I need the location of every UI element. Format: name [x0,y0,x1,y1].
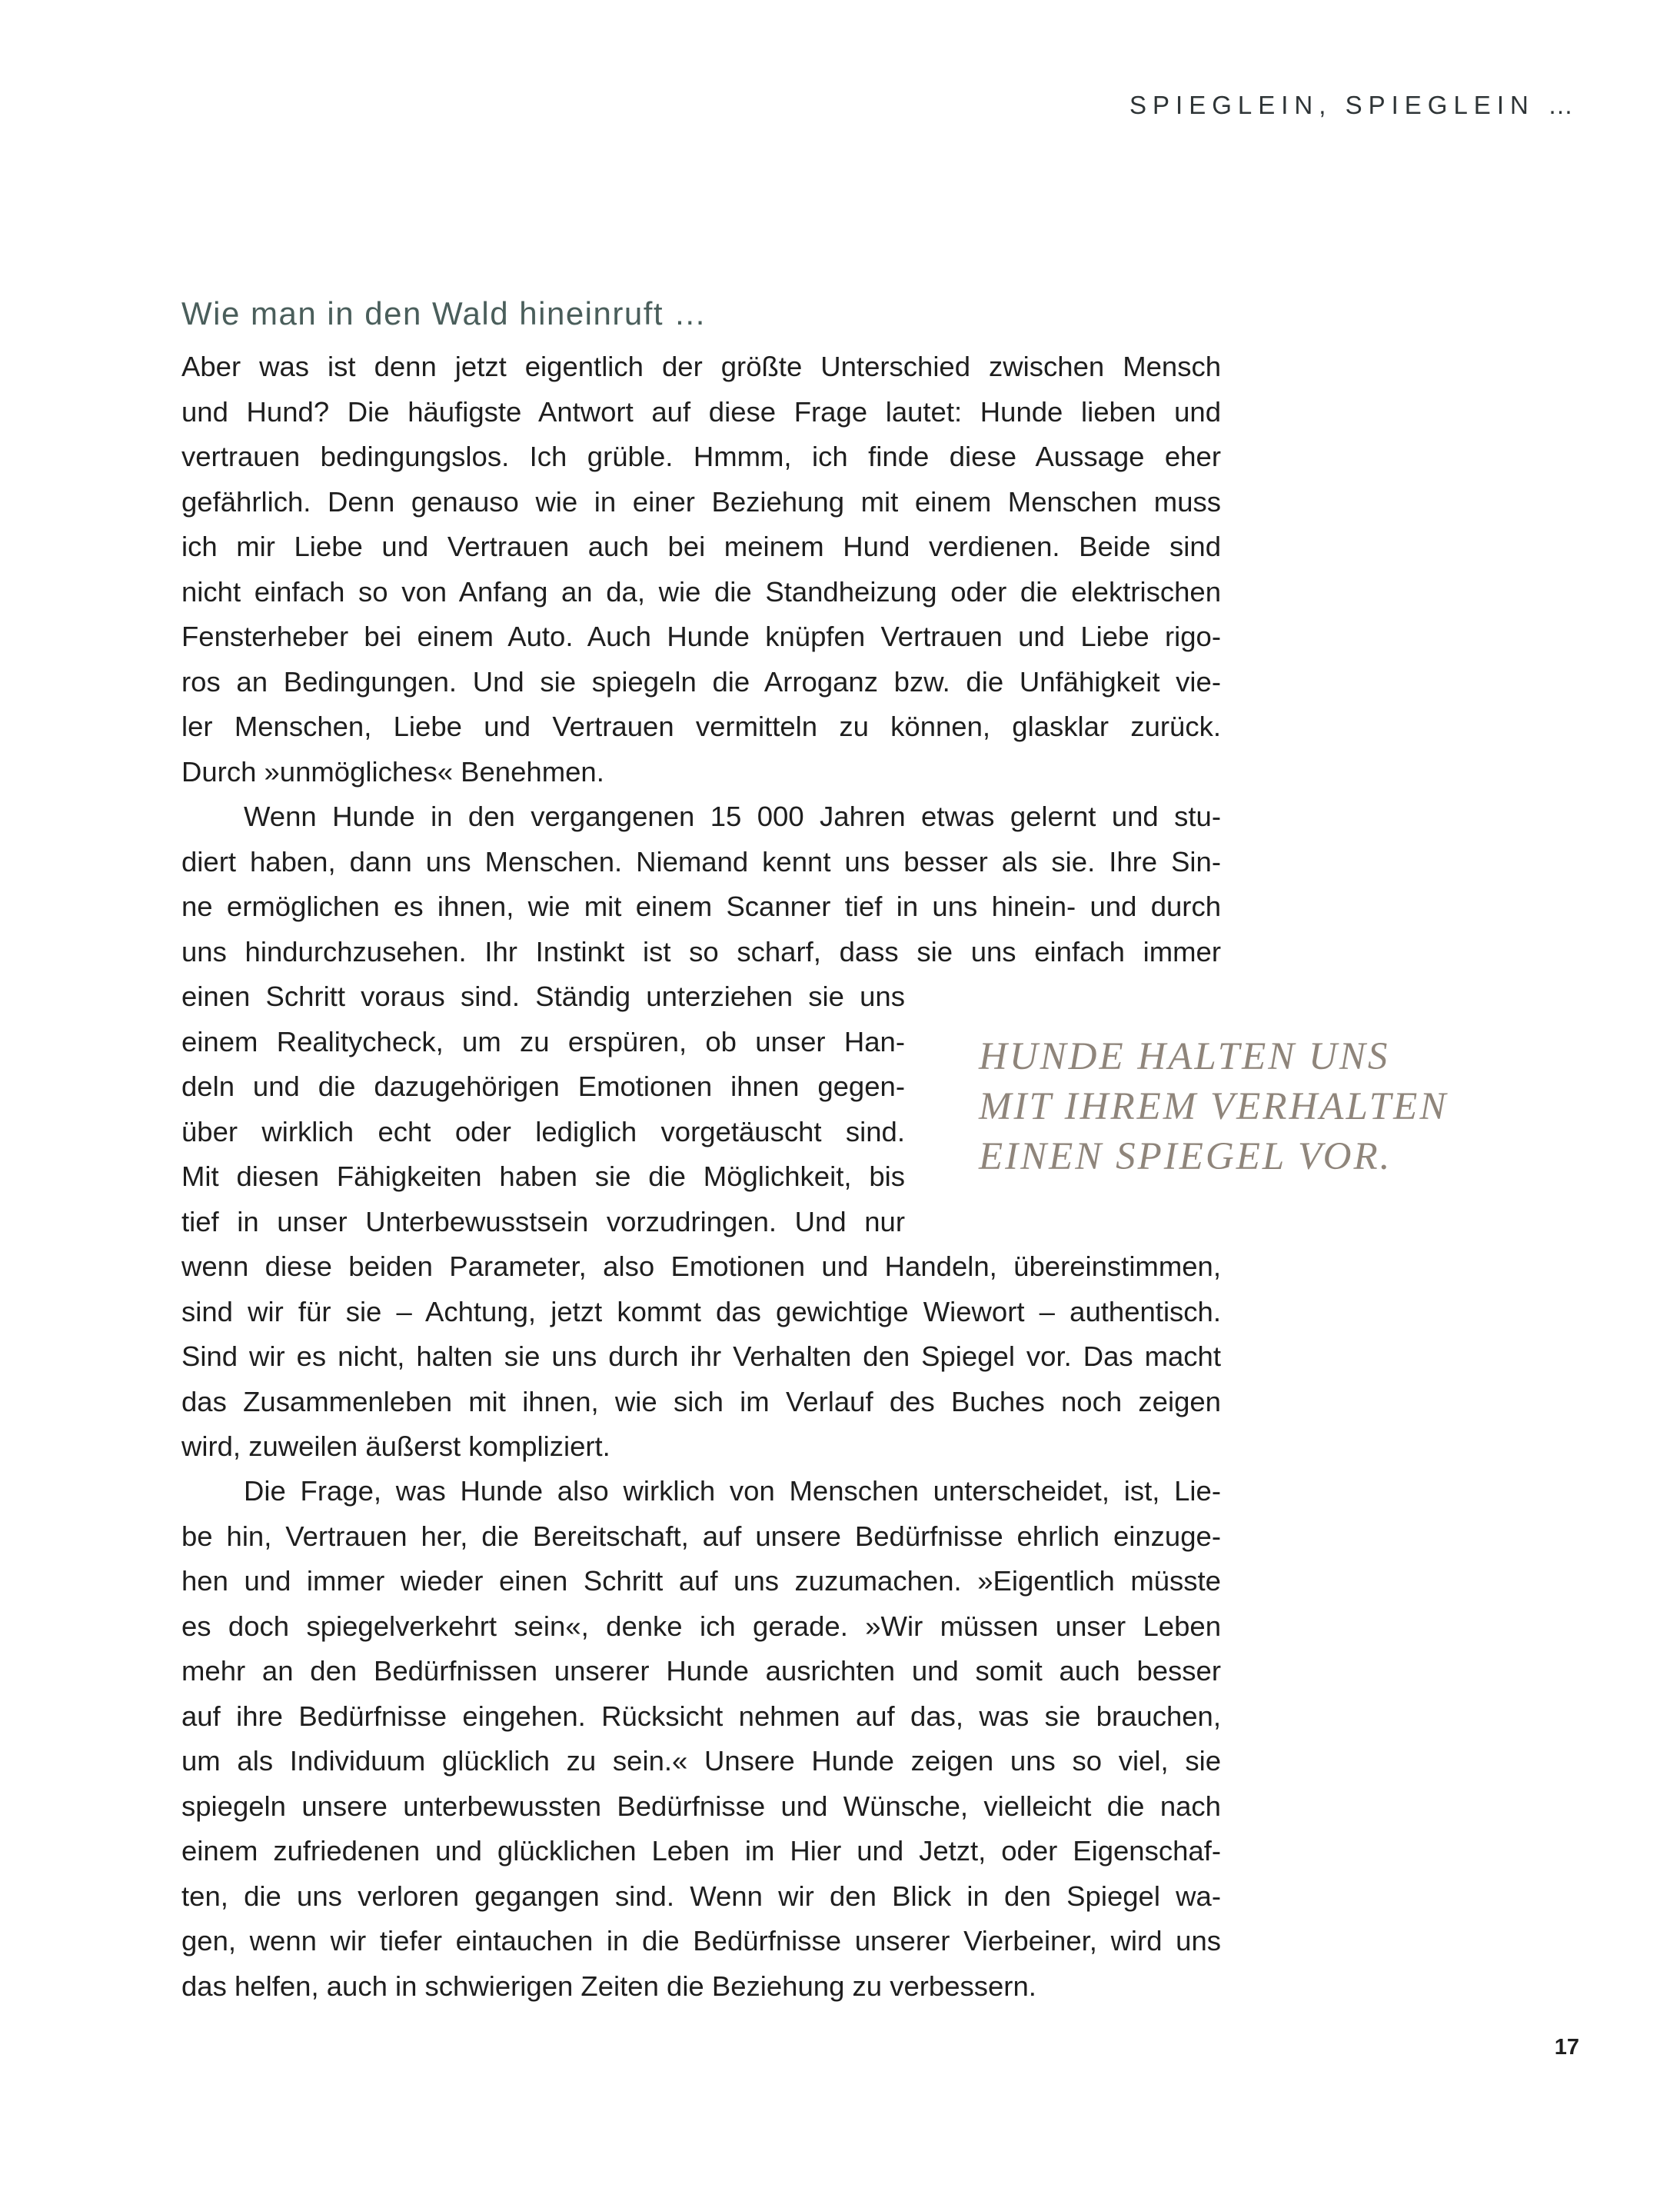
pull-quote-line: HUNDE HALTEN UNS [979,1035,1390,1078]
text-line: wenn diese beiden Parameter, also Emotionen und Handeln, übereinstimmen, [181,1251,1221,1282]
text-line: Fensterheber bei einem Auto. Auch Hunde knüpfen Vertrauen und Liebe rigo- [181,621,1221,652]
text-line: tief in unser Unterbewusstsein vorzudringen. Und nur [181,1205,905,1237]
text-line: mehr an den Bedürfnissen unserer Hunde ausrichten und somit auch besser [181,1655,1221,1687]
paragraph-2-bottom [181,1244,1221,1470]
text-line: ne ermöglichen es ihnen, wie mit einem Scanner tief in uns hinein- und durch [181,891,1221,922]
running-head: SPIEGLEIN, SPIEGLEIN … [1129,91,1579,119]
text-line: Durch »unmögliches« Benehmen. [181,755,604,788]
text-line: und Hund? Die häufigste Antwort auf diese Frage lautet: Hunde lieben und [181,395,1221,428]
text-line: gen, wenn wir tiefer eintauchen in die Bedürfnisse unserer Vierbeiner, wird uns [181,1925,1221,1957]
paragraph-1 [181,345,1221,794]
text-line: ich mir Liebe und Vertrauen auch bei meinem Hund verdienen. Beide sind [181,531,1221,562]
text-line: es doch spiegelverkehrt sein«, denke ich gerade. »Wir müssen unser Leben [181,1610,1221,1642]
text-line: Aber was ist denn jetzt eigentlich der größte Unterschied zwischen Mensch [181,351,1221,382]
text-line: wird, zuweilen äußerst kompliziert. [181,1430,610,1462]
text-line: uns hindurchzusehen. Ihr Instinkt ist so scharf, dass sie uns einfach immer [181,935,1221,967]
text-line: spiegeln unsere unterbewussten Bedürfnisse und Wünsche, vielleicht die nach [181,1790,1221,1822]
text-line: Sind wir es nicht, halten sie uns durch ihr Verhalten den Spiegel vor. Das macht [181,1340,1221,1372]
text-line: nicht einfach so von Anfang an da, wie die Standheizung oder die elektrischen [181,575,1221,608]
paragraph-2-wrapped [181,974,905,1244]
text-line: über wirklich echt oder lediglich vorgetäuscht sind. [181,1115,905,1147]
text-line: ler Menschen, Liebe und Vertrauen vermitteln zu können, glasklar zurück. [181,711,1221,742]
text-line: sind wir für sie – Achtung, jetzt kommt das gewichtige Wiewort – authentisch. [181,1295,1221,1327]
text-line: ros an Bedingungen. Und sie spiegeln die Arroganz bzw. die Unfähigkeit vie- [181,665,1221,698]
pull-quote [979,1032,1448,1182]
text-line: um als Individuum glücklich zu sein.« Unsere Hunde zeigen uns so viel, sie [181,1745,1221,1777]
text-line: ten, die uns verloren gegangen sind. Wenn wir den Blick in den Spiegel wa- [181,1880,1221,1912]
pull-quote-line: EINEN SPIEGEL VOR. [979,1135,1392,1178]
paragraph-2-top [181,794,1221,974]
text-line: auf ihre Bedürfnisse eingehen. Rücksicht nehmen auf das, was sie brauchen, [181,1700,1221,1732]
paragraph-3 [181,1469,1221,2009]
text-line: einem Realitycheck, um zu erspüren, ob unser Han- [181,1025,905,1057]
text-line: Mit diesen Fähigkeiten haben sie die Möglichkeit, bis [181,1161,905,1192]
text-line: einem zufriedenen und glücklichen Leben im Hier und Jetzt, oder Eigenschaf- [181,1835,1221,1867]
text-line: gefährlich. Denn genauso wie in einer Beziehung mit einem Menschen muss [181,485,1221,518]
text-line: be hin, Vertrauen her, die Bereitschaft, auf unsere Bedürfnisse ehrlich einzuge- [181,1520,1221,1552]
text-line: Wenn Hunde in den vergangenen 15 000 Jahren etwas gelernt und stu- [244,801,1221,832]
section-heading: Wie man in den Wald hineinruft … [181,295,707,331]
text-line: Die Frage, was Hunde also wirklich von Menschen unterscheidet, ist, Lie- [244,1475,1221,1507]
text-line: deln und die dazugehörigen Emotionen ihnen gegen- [181,1071,905,1102]
text-line: diert haben, dann uns Menschen. Niemand kennt uns besser als sie. Ihre Sin- [181,845,1221,878]
text-line: hen und immer wieder einen Schritt auf uns zuzumachen. »Eigentlich müsste [181,1565,1221,1597]
text-line: das Zusammenleben mit ihnen, wie sich im Verlauf des Buches noch zeigen [181,1385,1221,1417]
text-line: vertrauen bedingungslos. Ich grüble. Hmmm, ich finde diese Aussage eher [181,441,1221,472]
page-number: 17 [1554,2035,1579,2060]
pull-quote-line: MIT IHREM VERHALTEN [979,1085,1449,1128]
text-line: einen Schritt voraus sind. Ständig unterziehen sie uns [181,981,905,1012]
text-line: das helfen, auch in schwierigen Zeiten die Beziehung zu verbessern. [181,1970,1036,2002]
